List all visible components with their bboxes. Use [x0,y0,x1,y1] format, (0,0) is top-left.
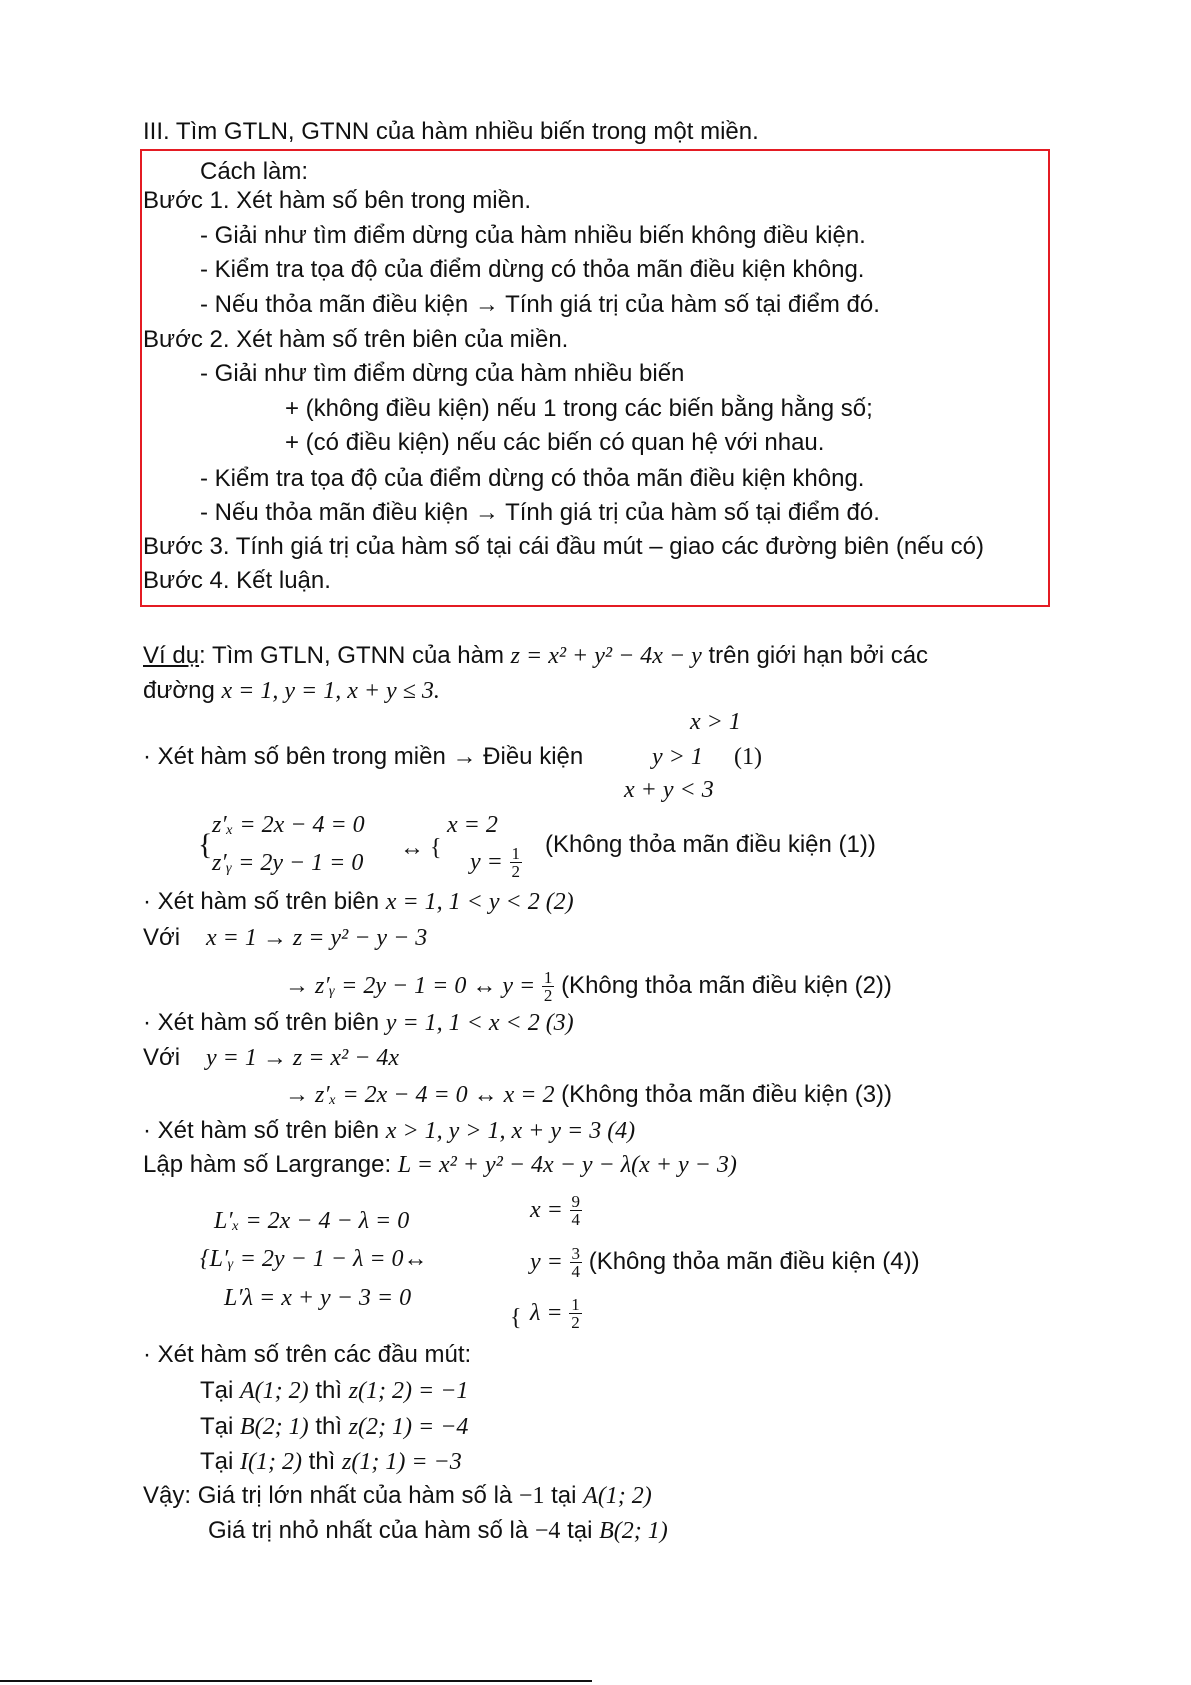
endpoint-i: Tại I(1; 2) thì z(1; 1) = −3 [200,1448,462,1475]
part4-line: · Xét hàm số trên biên x > 1, y > 1, x + y = 3 (4) [143,1117,636,1144]
lag-sol-x: x = $\frac{9}{4}$ [530,1192,581,1229]
brace-left: { [198,828,213,861]
method-heading: Cách làm: [200,158,309,185]
step-1: Bước 1. Xét hàm số bên trong miền. [143,187,531,214]
part3-line: · Xét hàm số trên biên y = 1, 1 < x < 2 (3) [143,1009,574,1036]
lag-eq-l: L′λ = x + y − 3 = 0 [224,1285,412,1311]
example-intro: Ví dụ: Tìm GTLN, GTNN của hàm z = x² + y² − 4x − y trên giới hạn bởi các [143,642,929,669]
conclusion-min: Giá trị nhỏ nhất của hàm số là −4 tại B(2; 1) [208,1517,668,1544]
step-1-b: - Kiểm tra tọa độ của điểm dừng có thỏa mãn điều kiện không. [200,256,865,283]
eq-zx: z′ₓ = 2x − 4 = 0 [212,812,365,838]
sol-y-line: y = $\frac{1}{2}$ [470,844,521,881]
example-label: Ví dụ [143,642,200,669]
brace-small: { [510,1305,522,1331]
part3-deriv-line: → z′ₓ = 2x − 4 = 0 ↔ x = 2 (Không thỏa mãn điều kiện (3)) [285,1081,893,1108]
lag-sol-l: λ = $\frac{1}{2}$ [530,1295,580,1332]
example-function: z = x² + y² − 4x − y [510,643,702,669]
example-bounds-line: đường x = 1, y = 1, x + y ≤ 3. [143,677,440,704]
lag-eq-x: L′ₓ = 2x − 4 − λ = 0 [214,1208,410,1234]
lagrange-line: Lập hàm số Largrange: L = x² + y² − 4x − y − λ(x + y − 3) [143,1151,737,1178]
part2-with: Với [143,924,181,951]
conclusion-max: Vậy: Giá trị lớn nhất của hàm số là −1 tại A(1; 2) [143,1482,652,1509]
part2-line: · Xét hàm số trên biên x = 1, 1 < y < 2 (2) [143,888,574,915]
example-bounds: x = 1, y = 1, x + y ≤ 3. [221,678,440,704]
endpoint-b: Tại B(2; 1) thì z(2; 1) = −4 [200,1413,469,1440]
part3-with: Với [143,1044,181,1071]
step-2-a1: + (không điều kiện) nếu 1 trong các biến bằng hằng số; [285,395,873,422]
lag-sol-y: y = $\frac{3}{4}$ (Không thỏa mãn điều kiện (4)) [530,1244,920,1281]
step-4: Bước 4. Kết luận. [143,567,331,594]
step-3: Bước 3. Tính giá trị của hàm số tại cái đầu mút – giao các đường biên (nếu có) [143,533,984,560]
eq-zy: z′ᵧ = 2y − 1 = 0 [212,850,364,876]
step-2-a2: + (có điều kiện) nếu các biến có quan hệ với nhau. [285,429,825,456]
step-1-a: - Giải như tìm điểm dừng của hàm nhiều biến không điều kiện. [200,222,866,249]
endpoints-text: · Xét hàm số trên các đầu mút: [143,1341,472,1368]
part2-deriv-line: → z′ᵧ = 2y − 1 = 0 ↔ y = $\frac{1}{2}$ (Không thỏa mãn điều kiện (2)) [285,968,892,1005]
step-2-a: - Giải như tìm điểm dừng của hàm nhiều biến [200,360,685,387]
fraction-half: $\frac{1}{2}$ [511,844,521,881]
cond-y: y > 1 [652,744,703,770]
footer-rule [0,1680,592,1682]
sol-x: x = 2 [447,812,498,838]
step-2-c: - Nếu thỏa mãn điều kiện → Tính giá trị của hàm số tại điểm đó. [200,499,880,526]
cond-x: x > 1 [690,709,741,735]
cond-tag: (1) [734,744,762,770]
part1-text: · Xét hàm số bên trong miền → Điều kiện [143,743,584,770]
step-1-c: - Nếu thỏa mãn điều kiện → Tính giá trị của hàm số tại điểm đó. [200,291,880,318]
lag-eq-y: {L′ᵧ = 2y − 1 − λ = 0↔ [200,1246,428,1272]
section-title: III. Tìm GTLN, GTNN của hàm nhiều biến trong một miền. [143,118,759,145]
cond-xy: x + y < 3 [624,777,714,803]
part1-note: (Không thỏa mãn điều kiện (1)) [545,831,876,858]
part3-sub: y = 1 → z = x² − 4x [206,1045,400,1071]
equiv-arrow: ↔ { [400,835,442,861]
endpoint-a: Tại A(1; 2) thì z(1; 2) = −1 [200,1377,469,1404]
part2-sub: x = 1 → z = y² − y − 3 [206,925,428,951]
step-2-b: - Kiểm tra tọa độ của điểm dừng có thỏa mãn điều kiện không. [200,465,865,492]
step-2: Bước 2. Xét hàm số trên biên của miền. [143,326,569,353]
